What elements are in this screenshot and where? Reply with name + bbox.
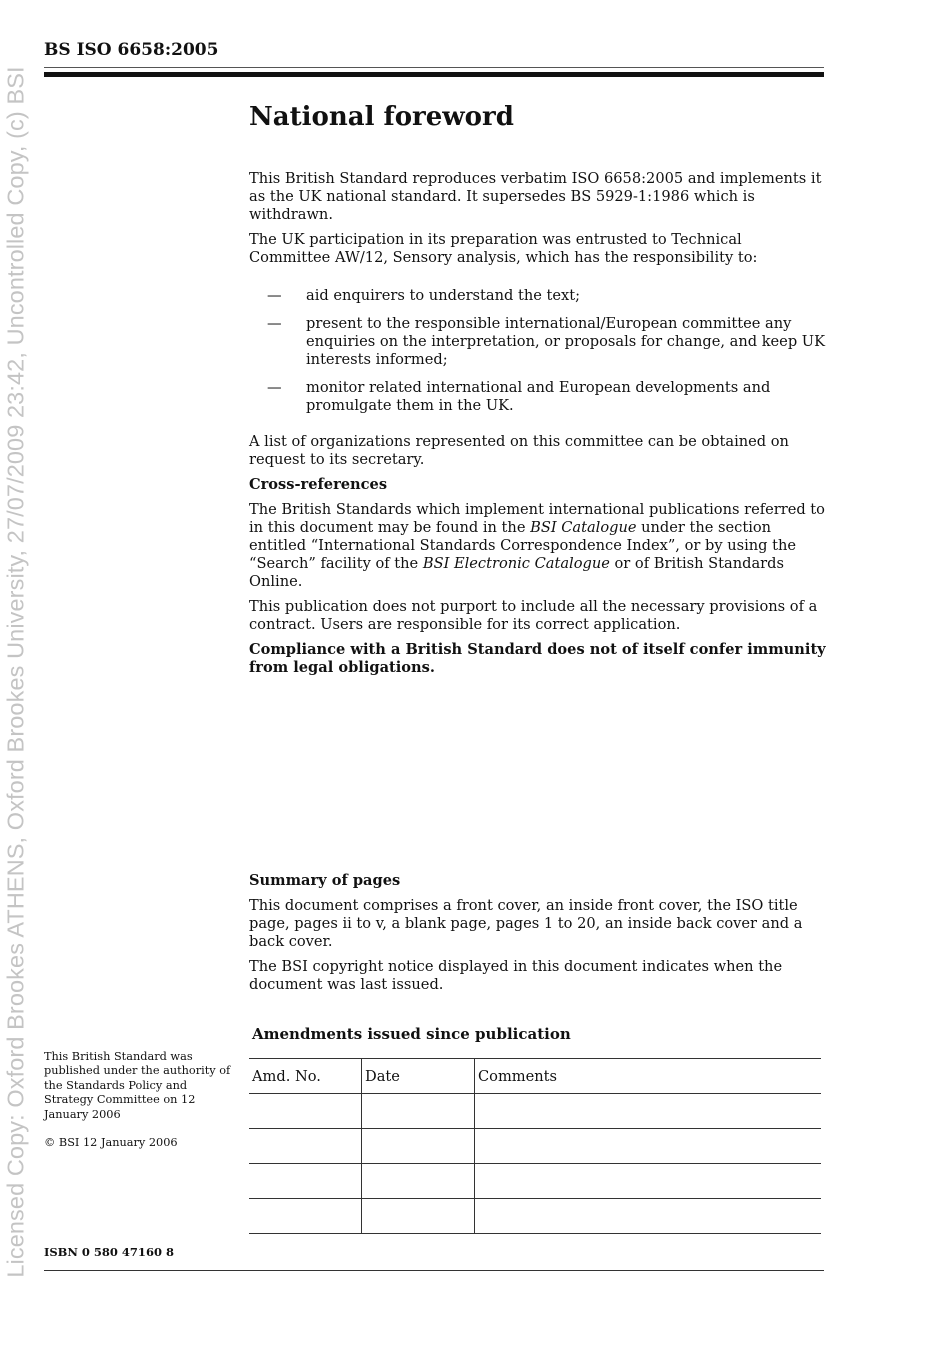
amendments-table bbox=[249, 1058, 821, 1234]
page-title: National foreword bbox=[249, 102, 514, 132]
intro-paragraph: This British Standard reproduces verbatim ISO 6658:2005 and implements it as the UK national standard. It supersedes BS 5929-1:1986 which is withdrawn. bbox=[249, 170, 822, 223]
list-item bbox=[249, 379, 827, 415]
copyright-text: © BSI 12 January 2006 bbox=[44, 1136, 178, 1150]
cross-ref-text: The British Standards which implement international publications referred to in this document may be found in the bbox=[249, 501, 825, 536]
table-cell bbox=[249, 1129, 362, 1164]
list-item bbox=[249, 315, 827, 369]
column-header-comments: Comments bbox=[475, 1059, 822, 1094]
participation-paragraph: The UK participation in its preparation was entrusted to Technical Committee AW/12, Sensory analysis, which has the responsibility to: bbox=[249, 231, 758, 266]
column-header-amd-no: Amd. No. bbox=[249, 1059, 362, 1094]
committee-paragraph: A list of organizations represented on this committee can be obtained on request to its secretary. bbox=[249, 433, 789, 468]
cross-ref-text: under the section entitled “International Standards Correspondence Index”, or by using the “Search” facility of the bbox=[249, 519, 797, 572]
list-item bbox=[249, 287, 827, 305]
table-cell bbox=[475, 1129, 822, 1164]
cross-references-paragraph bbox=[249, 501, 827, 591]
table-cell bbox=[362, 1199, 475, 1234]
header-rule-thin bbox=[44, 67, 824, 68]
dash-marker: — bbox=[267, 379, 282, 396]
column-header-date: Date bbox=[362, 1059, 475, 1094]
table-row bbox=[249, 1164, 821, 1199]
provisions-paragraph: This publication does not purport to include all the necessary provisions of a contract. Users are responsible for its correct application. bbox=[249, 598, 818, 633]
header-rule-thick bbox=[44, 72, 824, 77]
bsi-catalogue-title: BSI Catalogue bbox=[530, 519, 637, 536]
table-row bbox=[249, 1094, 821, 1129]
amendments-title: Amendments issued since publication bbox=[252, 1025, 571, 1043]
publication-authority-text: This British Standard was published under the authority of the Standards Policy and Strategy Committee on 12 January 2006 bbox=[44, 1050, 231, 1121]
table-cell bbox=[249, 1094, 362, 1129]
isbn-number: ISBN 0 580 47160 8 bbox=[44, 1245, 174, 1259]
summary-heading: Summary of pages bbox=[249, 872, 401, 889]
table-header-row bbox=[249, 1059, 821, 1094]
dash-marker: — bbox=[267, 287, 282, 304]
table-cell bbox=[249, 1199, 362, 1234]
table-row bbox=[249, 1199, 821, 1234]
dash-marker: — bbox=[267, 315, 282, 332]
table-cell bbox=[362, 1094, 475, 1129]
table-row bbox=[249, 1129, 821, 1164]
copyright-notice-paragraph: The BSI copyright notice displayed in this document indicates when the document was last issued. bbox=[249, 958, 783, 993]
table-cell bbox=[362, 1129, 475, 1164]
footer-rule bbox=[44, 1270, 824, 1271]
table-cell bbox=[362, 1164, 475, 1199]
document-id: BS ISO 6658:2005 bbox=[44, 40, 219, 60]
summary-pages-paragraph: This document comprises a front cover, an inside front cover, the ISO title page, pages ii to v, a blank page, pages 1 to 20, an inside back cover and a back cover. bbox=[249, 897, 803, 950]
table-cell bbox=[475, 1199, 822, 1234]
list-item-text: aid enquirers to understand the text; bbox=[306, 287, 581, 304]
summary-section bbox=[249, 872, 829, 1001]
table-cell bbox=[475, 1094, 822, 1129]
list-item-text: monitor related international and European developments and promulgate them in the UK. bbox=[306, 379, 771, 414]
responsibility-list bbox=[249, 287, 827, 415]
publication-note bbox=[44, 1050, 234, 1164]
license-watermark: Licensed Copy: Oxford Brookes ATHENS, Oxford Brookes University, 27/07/2009 23:42, Uncontrolled Copy, (c) BSI bbox=[2, 66, 29, 1278]
table-cell bbox=[249, 1164, 362, 1199]
cross-ref-text: or of British Standards Online. bbox=[249, 555, 784, 590]
cross-references-heading: Cross-references bbox=[249, 476, 388, 493]
compliance-statement: Compliance with a British Standard does not of itself confer immunity from legal obligations. bbox=[249, 641, 826, 676]
foreword-content bbox=[249, 100, 827, 684]
list-item-text: present to the responsible international/European committee any enquiries on the interpretation, or proposals for change, and keep UK interests informed; bbox=[306, 315, 826, 368]
bsi-electronic-catalogue-title: BSI Electronic Catalogue bbox=[422, 555, 610, 572]
table-cell bbox=[475, 1164, 822, 1199]
